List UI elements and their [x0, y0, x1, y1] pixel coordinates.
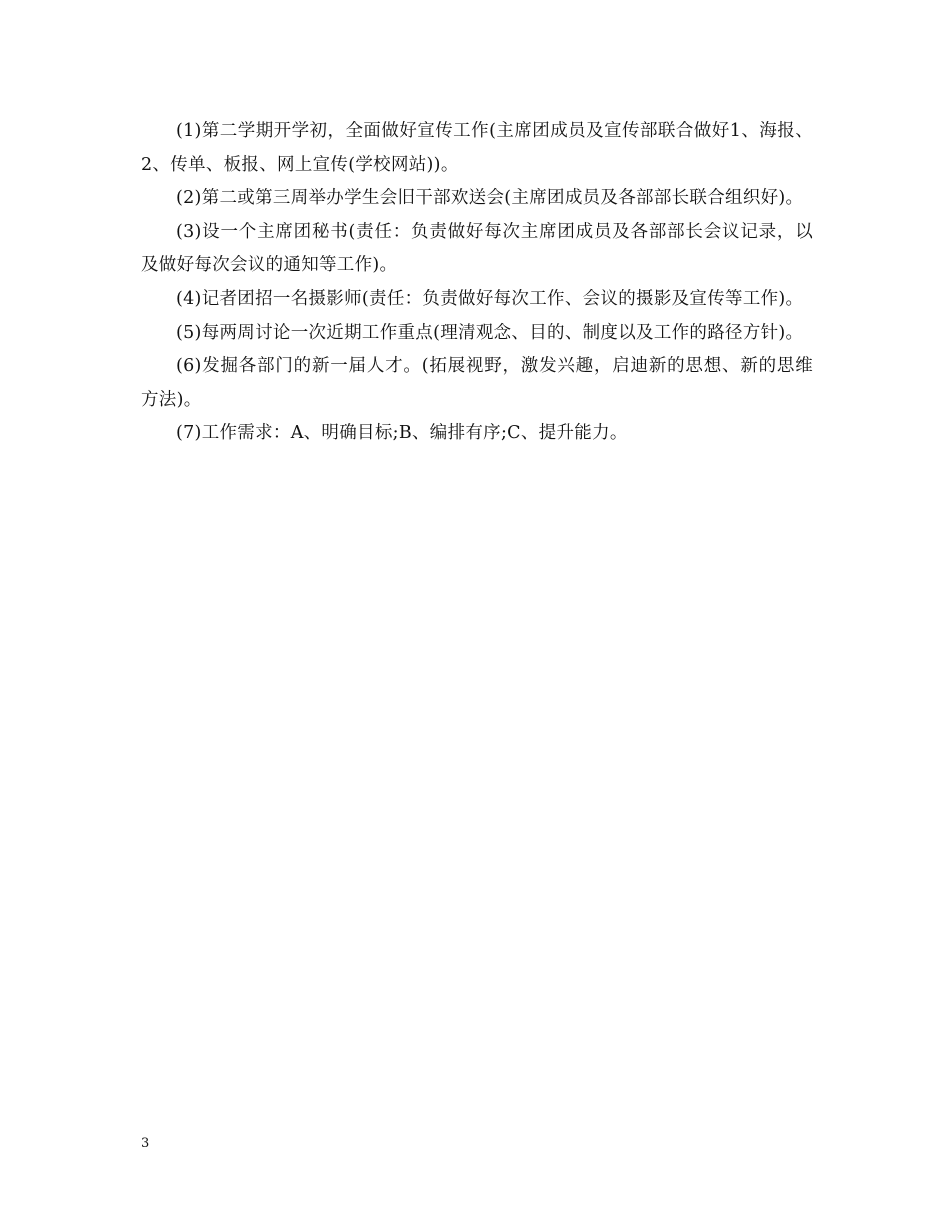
paragraph-5: (5)每两周讨论一次近期工作重点(理清观念、目的、制度以及工作的路径方针)。 — [176, 322, 804, 343]
paragraph-3: (3)设一个主席团秘书(责任：负责做好每次主席团成员及各部部长会议记录，以及做好每次会议的通知等工作)。 — [141, 221, 813, 276]
paragraph-1: (1)第二学期开学初，全面做好宣传工作(主席团成员及宣传部联合做好1、海报、2、传单、板报、网上宣传(学校网站))。 — [141, 121, 813, 175]
paragraph-7: (7)工作需求：A、明确目标;B、编排有序;C、提升能力。 — [176, 423, 628, 444]
paragraph-2: (2)第二或第三周举办学生会旧干部欢送会(主席团成员及各部部长联合组织好)。 — [176, 188, 804, 209]
page-number: 3 — [141, 1136, 150, 1151]
paragraph-6: (6)发掘各部门的新一届人才。(拓展视野，激发兴趣，启迪新的思想、新的思维方法)。 — [141, 356, 813, 410]
document-body — [141, 115, 813, 451]
paragraph-4: (4)记者团招一名摄影师(责任：负责做好每次工作、会议的摄影及宣传等工作)。 — [176, 288, 804, 309]
